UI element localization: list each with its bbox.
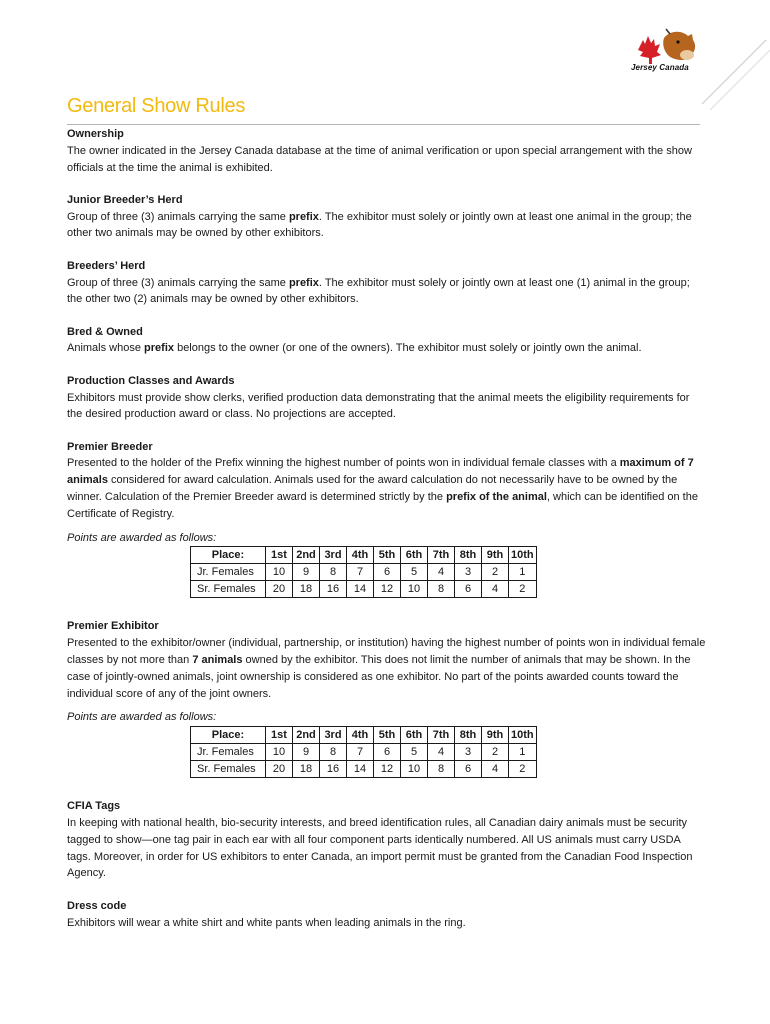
table-cell: 6	[374, 744, 401, 761]
table-cell: 5th	[374, 727, 401, 744]
table-cell: 10th	[509, 547, 537, 564]
table-cell: 20	[266, 581, 293, 598]
title-divider	[67, 124, 700, 125]
table-cell: 1st	[266, 547, 293, 564]
table-cell: 14	[347, 581, 374, 598]
points-caption: Points are awarded as follows:	[67, 531, 217, 544]
table-cell: 3rd	[320, 547, 347, 564]
points-row-jr-females	[191, 564, 537, 581]
table-cell: 7th	[428, 547, 455, 564]
table-cell: 2	[509, 761, 537, 778]
table-cell: Sr. Females	[191, 761, 266, 778]
points-caption: Points are awarded as follows:	[67, 711, 217, 724]
table-cell: 6th	[401, 727, 428, 744]
table-cell: 5	[401, 564, 428, 581]
section-premier-exhibitor	[67, 618, 707, 778]
page-title: General Show Rules	[67, 95, 246, 117]
table-cell: 4	[482, 581, 509, 598]
section-heading: CFIA Tags	[67, 800, 121, 813]
section-body: In keeping with national health, bio-security interests, and breed identification rules, all Canadian dairy animals must be security tagged to show—one tag pair in each ear with all four component parts identically numbered. All US animals must carry USDA tags. Moreover, in order for US exhibitors to enter Canada, an import permit must be granted from the Canadian Food Inspection Agency.	[67, 817, 693, 880]
body-emphasis: prefix of the animal	[446, 491, 547, 504]
body-text: belongs to the owner (or one of the owners). The exhibitor must solely or jointly own the animal.	[174, 342, 642, 355]
table-cell: 10	[401, 761, 428, 778]
body-text: owned by the exhibitor. This does not limit the number of animals that may be shown. In the case of jointly-owned animals, joint ownership is considered as one exhibitor. No part of the points awarded counts toward the individual score of any of the joint owners.	[67, 654, 691, 700]
table-cell: 10th	[509, 727, 537, 744]
body-text: Presented to the holder of the Prefix winning the highest number of points won in individual female classes with a	[67, 457, 620, 470]
table-cell: 10	[266, 564, 293, 581]
rules-content	[67, 126, 707, 947]
points-header-row	[191, 727, 537, 744]
section-body	[67, 455, 707, 522]
table-cell: 8	[428, 581, 455, 598]
section-heading: Ownership	[67, 128, 124, 140]
table-cell: 7th	[428, 727, 455, 744]
table-cell: 9th	[482, 547, 509, 564]
points-row-sr-females	[191, 761, 537, 778]
body-text: Group of three (3) animals carrying the same	[67, 276, 289, 289]
body-text: , which can be identified on the Certificate of Registry.	[67, 491, 698, 520]
table-cell: 2nd	[293, 547, 320, 564]
table-cell: 18	[293, 581, 320, 598]
points-row-jr-females	[191, 744, 537, 761]
table-cell: 6	[374, 564, 401, 581]
table-cell: 18	[293, 761, 320, 778]
table-cell: 20	[266, 761, 293, 778]
body-text: Animals whose	[67, 342, 145, 355]
table-cell: 4th	[347, 727, 374, 744]
table-cell: 10	[401, 581, 428, 598]
table-cell: 4	[482, 761, 509, 778]
table-cell: 16	[320, 761, 347, 778]
table-cell: Jr. Females	[191, 564, 266, 581]
table-cell: 6	[455, 581, 482, 598]
table-cell: 6th	[401, 547, 428, 564]
table-cell: Jr. Females	[191, 744, 266, 761]
table-cell: 6	[455, 761, 482, 778]
table-cell: 8	[320, 564, 347, 581]
section-heading: Premier Exhibitor	[67, 620, 159, 633]
table-cell: 9th	[482, 727, 509, 744]
table-cell: 3	[455, 564, 482, 581]
table-cell: 7	[347, 744, 374, 761]
section-body	[67, 635, 707, 702]
section-heading: Dress code	[67, 899, 127, 912]
section-breeders-herd	[67, 258, 707, 308]
table-cell: 8	[428, 761, 455, 778]
table-cell: Place:	[191, 547, 266, 564]
body-text: Group of three (3) animals carrying the same	[67, 210, 289, 223]
table-cell: 5	[401, 744, 428, 761]
table-cell: 3rd	[320, 727, 347, 744]
table-cell: 1	[509, 564, 537, 581]
table-cell: 9	[293, 564, 320, 581]
table-cell: Sr. Females	[191, 581, 266, 598]
table-cell: 12	[374, 761, 401, 778]
section-body	[67, 340, 707, 357]
table-cell: 8	[320, 744, 347, 761]
body-text: considered for award calculation. Animals used for the award calculation do not necessarily have to be owned by the winner. Calculation of the Premier Breeder award is determined strictly by the	[67, 474, 678, 504]
section-body: Exhibitors must provide show clerks, verified production data demonstrating that the animal meets the eligibility requirements for the desired production award or class. No projections are accepted.	[67, 391, 690, 421]
section-heading: Premier Breeder	[67, 440, 153, 453]
section-heading: Bred & Owned	[67, 325, 143, 338]
section-body: Exhibitors will wear a white shirt and white pants when leading animals in the ring.	[67, 916, 466, 929]
table-cell: 1	[509, 744, 537, 761]
table-cell: 2	[482, 564, 509, 581]
section-junior-breeders-herd	[67, 192, 707, 242]
table-cell: 4	[428, 564, 455, 581]
points-table	[190, 726, 537, 778]
table-cell: 2	[509, 581, 537, 598]
body-emphasis: prefix	[144, 342, 175, 355]
section-production	[67, 373, 707, 423]
table-cell: 4	[428, 744, 455, 761]
table-cell: Place:	[191, 727, 266, 744]
section-bred-owned	[67, 324, 707, 358]
section-heading: Breeders’ Herd	[67, 259, 146, 272]
table-cell: 14	[347, 761, 374, 778]
body-emphasis: prefix	[288, 210, 319, 223]
table-cell: 2nd	[293, 727, 320, 744]
table-cell: 4th	[347, 547, 374, 564]
section-cfia-tags	[67, 798, 707, 882]
body-text: Presented to the exhibitor/owner (individual, partnership, or institution) having the highest number of points won in individual female classes by not more than	[67, 637, 706, 667]
section-ownership	[67, 126, 707, 176]
body-text: . The exhibitor must solely or jointly own at least one (1) animal in the group; the other two (2) animals may be owned by other exhibitors.	[67, 276, 690, 306]
points-row-sr-females	[191, 581, 537, 598]
table-cell: 5th	[374, 547, 401, 564]
section-heading: Junior Breeder’s Herd	[67, 193, 183, 206]
section-body	[67, 209, 707, 243]
table-cell: 2	[482, 744, 509, 761]
section-heading: Production Classes and Awards	[67, 374, 235, 387]
table-cell: 8th	[455, 547, 482, 564]
section-premier-breeder	[67, 439, 707, 599]
body-emphasis: maximum of 7 animals	[67, 457, 694, 487]
body-emphasis: 7 animals	[192, 654, 243, 667]
table-cell: 9	[293, 744, 320, 761]
points-table	[190, 546, 537, 598]
points-header-row	[191, 547, 537, 564]
table-cell: 8th	[455, 727, 482, 744]
table-cell: 7	[347, 564, 374, 581]
table-cell: 16	[320, 581, 347, 598]
table-cell: 12	[374, 581, 401, 598]
table-cell: 10	[266, 744, 293, 761]
section-dress-code	[67, 898, 707, 932]
page-corner-fold	[700, 40, 770, 110]
table-cell: 3	[455, 744, 482, 761]
logo-text: Jersey Canada	[631, 63, 689, 72]
body-text: . The exhibitor must solely or jointly own at least one animal in the group; the other two animals may be owned by other exhibitors.	[67, 210, 692, 240]
table-cell: 1st	[266, 727, 293, 744]
section-body: The owner indicated in the Jersey Canada database at the time of animal verification or upon special arrangement with the show officials at the time the animal is exhibited.	[67, 144, 692, 174]
body-emphasis: prefix	[288, 276, 319, 289]
section-body	[67, 275, 707, 309]
